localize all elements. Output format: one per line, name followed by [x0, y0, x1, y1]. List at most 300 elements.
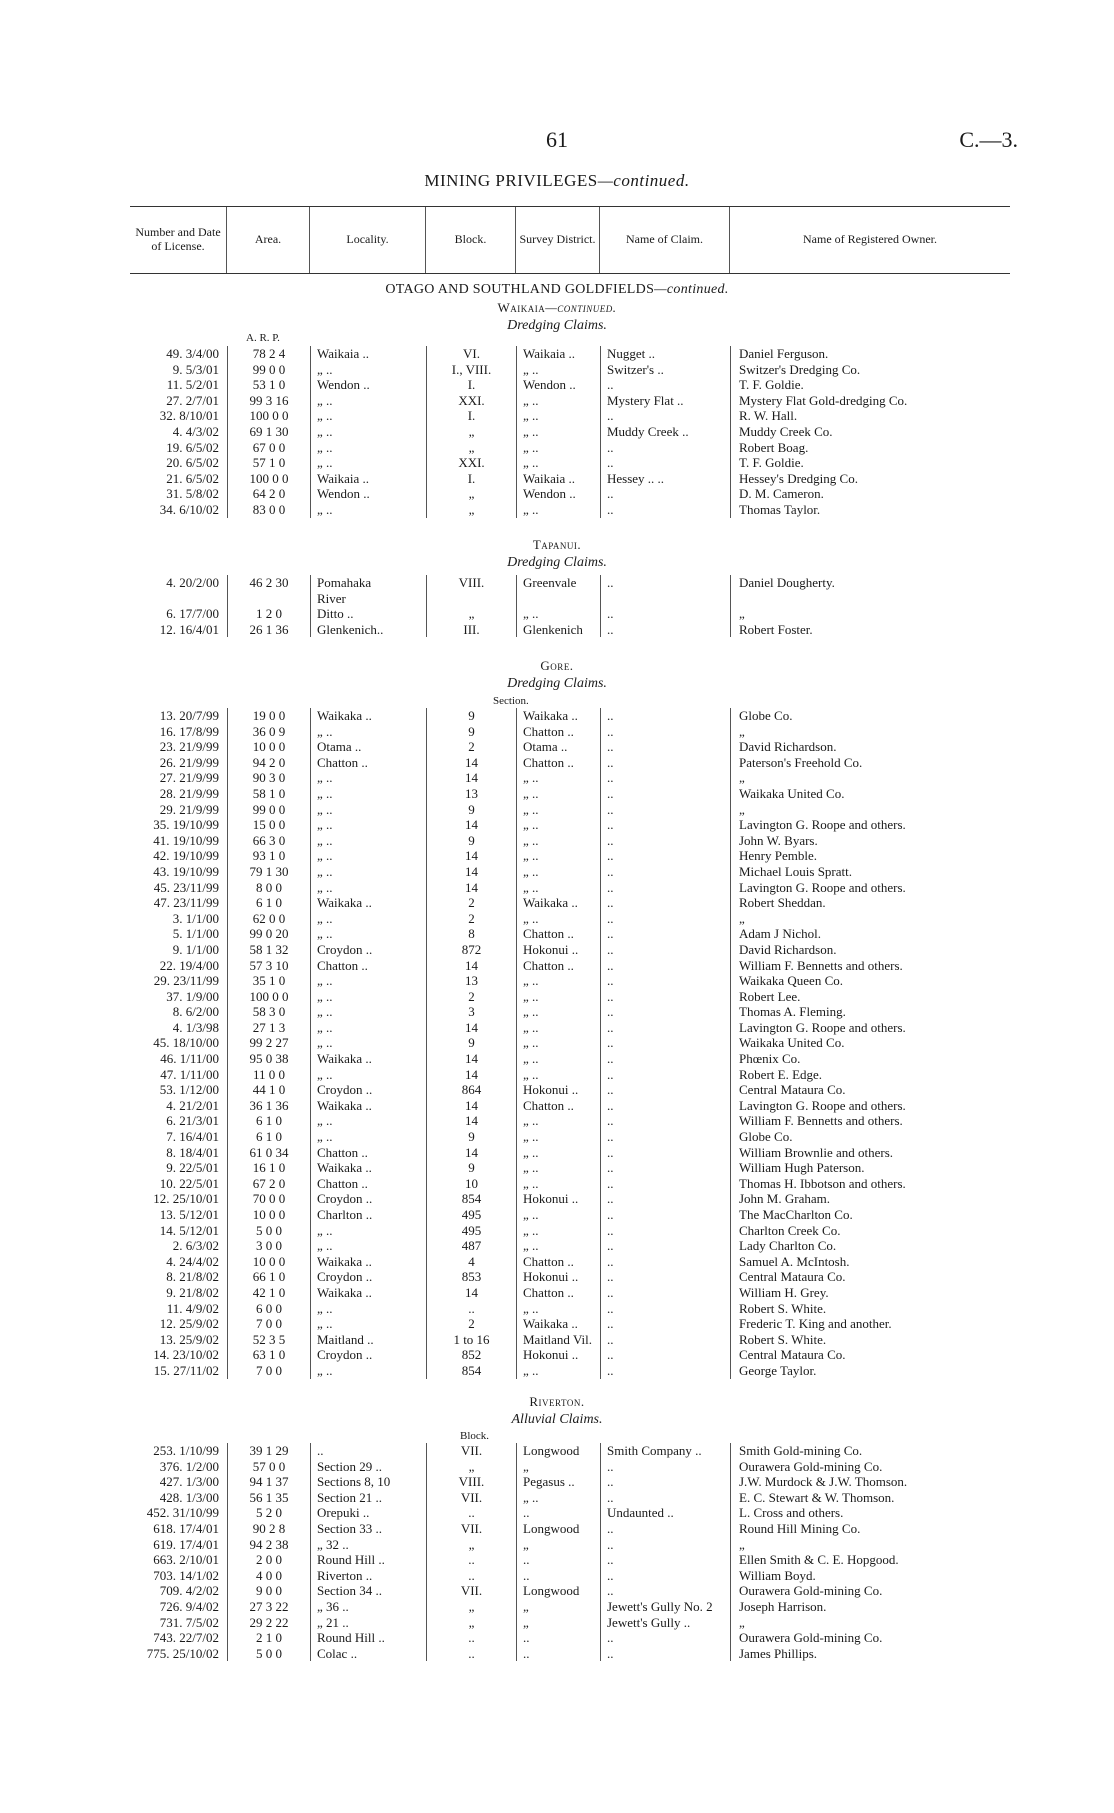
locality-cell: „ ..	[310, 393, 426, 409]
survey-district-cell: „	[516, 1537, 600, 1553]
claim-name-cell: Jewett's Gully No. 2	[600, 1599, 730, 1615]
title-continued: —continued.	[597, 171, 690, 190]
license-cell: 9. 21/8/02	[166, 1284, 219, 1300]
locality-cell: „ 21 ..	[310, 1615, 426, 1631]
claim-name-cell: ..	[600, 942, 730, 958]
locality-cell: „ ..	[310, 1238, 426, 1254]
locality-cell: Croydon ..	[310, 942, 426, 958]
block-cell: „	[426, 502, 516, 518]
locality-cell: „ ..	[310, 455, 426, 471]
license-cell: 8. 18/4/01	[166, 1144, 219, 1160]
area-cell: 100 0 0	[227, 989, 310, 1005]
license-cell: 22. 19/4/00	[159, 957, 219, 973]
block-cell: 14	[426, 1145, 516, 1161]
locality-cell: Chatton ..	[310, 1176, 426, 1192]
block-cell: VII.	[426, 1583, 516, 1599]
claim-name-cell: Jewett's Gully ..	[600, 1615, 730, 1631]
survey-district-cell: Chatton ..	[516, 724, 600, 740]
area-cell: 58 1 0	[227, 786, 310, 802]
area-cell: 94 1 37	[227, 1474, 310, 1490]
table-row	[130, 408, 1010, 424]
table-row	[130, 502, 1010, 518]
table-row	[130, 1443, 1010, 1459]
survey-district-cell: „ ..	[516, 1301, 600, 1317]
survey-district-cell: Greenvale	[516, 575, 600, 591]
locality-cell: Waikaka ..	[310, 1051, 426, 1067]
area-cell: 19 0 0	[227, 708, 310, 724]
table-row	[130, 1129, 1010, 1145]
claim-name-cell: ..	[600, 1145, 730, 1161]
license-cell: 452. 31/10/99	[146, 1505, 219, 1521]
license-cell: 20. 6/5/02	[166, 455, 219, 471]
block-cell: 854	[426, 1363, 516, 1379]
area-cell: 56 1 35	[227, 1490, 310, 1506]
goldfields-heading	[0, 282, 1114, 298]
area-cell	[227, 591, 310, 607]
table-row	[130, 1316, 1010, 1332]
locality-cell: „ ..	[310, 989, 426, 1005]
table-row	[130, 1051, 1010, 1067]
area-cell: 58 1 32	[227, 942, 310, 958]
table-row	[130, 1301, 1010, 1317]
claim-name-cell: ..	[600, 1067, 730, 1083]
claim-name-cell: Mystery Flat ..	[600, 393, 730, 409]
locality-cell: Chatton ..	[310, 958, 426, 974]
claim-name-cell: ..	[600, 926, 730, 942]
area-cell: 99 0 0	[227, 362, 310, 378]
area-cell: 52 3 5	[227, 1332, 310, 1348]
area-cell: 10 0 0	[227, 1254, 310, 1270]
owner-cell: James Phillips.	[730, 1646, 1010, 1662]
district-heading-waikaia	[0, 300, 1114, 316]
license-cell: 23. 21/9/99	[159, 739, 219, 755]
locality-cell: „ ..	[310, 424, 426, 440]
block-cell: 1 to 16	[426, 1332, 516, 1348]
goldfields-text: OTAGO AND SOUTHLAND GOLDFIELDS	[385, 282, 655, 297]
claim-name-cell: ..	[600, 848, 730, 864]
survey-district-cell: Chatton ..	[516, 755, 600, 771]
area-cell: 5 0 0	[227, 1223, 310, 1239]
survey-district-cell: Hokonui ..	[516, 942, 600, 958]
claim-name-cell: ..	[600, 708, 730, 724]
block-cell: 9	[426, 802, 516, 818]
table-row	[130, 880, 1010, 896]
survey-district-cell: „ ..	[516, 1035, 600, 1051]
locality-cell: Waikaia ..	[310, 471, 426, 487]
survey-district-cell: „ ..	[516, 848, 600, 864]
license-cell: 10. 22/5/01	[159, 1175, 219, 1191]
claim-name-cell: ..	[600, 1129, 730, 1145]
survey-district-cell: „ ..	[516, 393, 600, 409]
block-cell: 854	[426, 1191, 516, 1207]
claim-name-cell: ..	[600, 1051, 730, 1067]
survey-district-cell: „ ..	[516, 1067, 600, 1083]
owner-cell: Thomas Taylor.	[730, 502, 1010, 518]
claim-name-cell: ..	[600, 606, 730, 622]
area-cell: 63 1 0	[227, 1347, 310, 1363]
claim-name-cell	[600, 591, 730, 607]
survey-district-cell: Waikaka ..	[516, 895, 600, 911]
claim-name-cell: ..	[600, 1207, 730, 1223]
owner-cell: Thomas A. Fleming.	[730, 1004, 1010, 1020]
owner-cell: David Richardson.	[730, 739, 1010, 755]
table-body-gore	[130, 708, 1010, 1379]
area-cell: 6 0 0	[227, 1301, 310, 1317]
license-cell: 14. 23/10/02	[153, 1347, 219, 1363]
claim-name-cell: ..	[600, 817, 730, 833]
table-row	[130, 1459, 1010, 1475]
claim-name-cell: ..	[600, 1223, 730, 1239]
table-row	[130, 1004, 1010, 1020]
owner-cell: „	[730, 1615, 1010, 1631]
area-cell: 99 2 27	[227, 1035, 310, 1051]
claim-name-cell: ..	[600, 1459, 730, 1475]
page-title	[0, 171, 1114, 191]
area-cell: 39 1 29	[227, 1443, 310, 1459]
owner-cell: Frederic T. King and another.	[730, 1316, 1010, 1332]
table-row	[130, 1630, 1010, 1646]
page-number: 61	[546, 127, 568, 152]
survey-district-cell: „ ..	[516, 1051, 600, 1067]
claim-name-cell: ..	[600, 911, 730, 927]
block-cell: 14	[426, 958, 516, 974]
locality-cell: „ ..	[310, 802, 426, 818]
table-row	[130, 1113, 1010, 1129]
area-cell: 36 0 9	[227, 724, 310, 740]
locality-cell: „ ..	[310, 911, 426, 927]
license-cell: 3. 1/1/00	[172, 910, 219, 926]
claim-type-heading: Dredging Claims.	[507, 676, 607, 691]
survey-district-cell: ..	[516, 1568, 600, 1584]
claim-name-cell: ..	[600, 1191, 730, 1207]
area-cell: 6 1 0	[227, 1129, 310, 1145]
table-row	[130, 1599, 1010, 1615]
survey-district-cell: Chatton ..	[516, 1285, 600, 1301]
block-cell: ..	[426, 1568, 516, 1584]
locality-cell: Waikaka ..	[310, 1254, 426, 1270]
block-cell: 9	[426, 833, 516, 849]
license-cell: 28. 21/9/99	[159, 785, 219, 801]
block-cell: 853	[426, 1269, 516, 1285]
license-cell: 618. 17/4/01	[153, 1520, 219, 1536]
owner-cell: Lavington G. Roope and others.	[730, 880, 1010, 896]
table-row	[130, 1145, 1010, 1161]
locality-cell: Section 33 ..	[310, 1521, 426, 1537]
locality-cell: „ ..	[310, 1004, 426, 1020]
owner-cell: Adam J Nichol.	[730, 926, 1010, 942]
area-cell: 78 2 4	[227, 346, 310, 362]
locality-cell: Sections 8, 10	[310, 1474, 426, 1490]
locality-cell: „ ..	[310, 1301, 426, 1317]
survey-district-cell: ..	[516, 1505, 600, 1521]
table-row	[130, 911, 1010, 927]
claim-name-cell: ..	[600, 989, 730, 1005]
license-cell: 4. 21/2/01	[166, 1097, 219, 1113]
area-cell: 94 2 38	[227, 1537, 310, 1553]
block-cell: XXI.	[426, 455, 516, 471]
table-row	[130, 1537, 1010, 1553]
owner-cell: Robert S. White.	[730, 1332, 1010, 1348]
table-row	[130, 802, 1010, 818]
survey-district-cell: Wendon ..	[516, 377, 600, 393]
area-cell: 90 2 8	[227, 1521, 310, 1537]
claim-name-cell: ..	[600, 755, 730, 771]
area-cell: 100 0 0	[227, 408, 310, 424]
license-cell: 45. 23/11/99	[153, 879, 219, 895]
block-cell: 864	[426, 1082, 516, 1098]
claim-name-cell: ..	[600, 1254, 730, 1270]
owner-cell: Samuel A. McIntosh.	[730, 1254, 1010, 1270]
table-row	[130, 786, 1010, 802]
table-row	[130, 1568, 1010, 1584]
table-row	[130, 1160, 1010, 1176]
block-cell: 14	[426, 864, 516, 880]
claim-name-cell: ..	[600, 1630, 730, 1646]
block-cell: 14	[426, 1113, 516, 1129]
table-row	[130, 591, 1010, 607]
claim-name-cell: ..	[600, 1301, 730, 1317]
owner-cell: Waikaka United Co.	[730, 1035, 1010, 1051]
table-row	[130, 1552, 1010, 1568]
area-cell: 27 1 3	[227, 1020, 310, 1036]
block-cell: 14	[426, 817, 516, 833]
claim-name-cell: ..	[600, 1098, 730, 1114]
block-cell: 9	[426, 1035, 516, 1051]
survey-district-cell: „ ..	[516, 802, 600, 818]
survey-district-cell: ..	[516, 1646, 600, 1662]
locality-cell: Section 21 ..	[310, 1490, 426, 1506]
claim-name-cell: ..	[600, 1347, 730, 1363]
claim-name-cell: ..	[600, 786, 730, 802]
license-cell: 26. 21/9/99	[159, 754, 219, 770]
claim-name-cell: ..	[600, 408, 730, 424]
owner-cell: L. Cross and others.	[730, 1505, 1010, 1521]
block-cell: XXI.	[426, 393, 516, 409]
license-cell: 775. 25/10/02	[146, 1645, 219, 1661]
locality-cell: „ ..	[310, 1363, 426, 1379]
claim-name-cell: Muddy Creek ..	[600, 424, 730, 440]
claim-type-heading: Dredging Claims.	[507, 318, 607, 333]
block-cell: „	[426, 1615, 516, 1631]
claim-name-cell: Undaunted ..	[600, 1505, 730, 1521]
table-row	[130, 440, 1010, 456]
license-cell: 29. 21/9/99	[159, 801, 219, 817]
license-cell: 45. 18/10/00	[153, 1035, 219, 1051]
col-header-block: Block.	[426, 207, 516, 273]
license-cell: 49. 3/4/00	[166, 346, 219, 361]
block-cell: 14	[426, 1067, 516, 1083]
license-cell: 4. 4/3/02	[172, 423, 219, 439]
area-cell: 99 0 20	[227, 926, 310, 942]
table-row	[130, 1254, 1010, 1270]
table-row	[130, 926, 1010, 942]
table-row	[130, 575, 1010, 591]
owner-cell: Muddy Creek Co.	[730, 424, 1010, 440]
area-cell: 83 0 0	[227, 502, 310, 518]
block-cell: 9	[426, 724, 516, 740]
table-row	[130, 1285, 1010, 1301]
survey-district-cell: „ ..	[516, 833, 600, 849]
block-cell: 2	[426, 1316, 516, 1332]
claim-name-cell: ..	[600, 724, 730, 740]
survey-district-cell: „ ..	[516, 440, 600, 456]
table-row	[130, 393, 1010, 409]
block-cell: ..	[426, 1630, 516, 1646]
block-cell: „	[426, 1599, 516, 1615]
claim-name-cell: ..	[600, 1113, 730, 1129]
block-cell: 9	[426, 1129, 516, 1145]
survey-district-cell: „ ..	[516, 880, 600, 896]
survey-district-cell: „ ..	[516, 1223, 600, 1239]
owner-cell: Lady Charlton Co.	[730, 1238, 1010, 1254]
district-heading-gore: Gore.	[540, 658, 574, 673]
area-cell: 42 1 0	[227, 1285, 310, 1301]
claim-name-cell: ..	[600, 1238, 730, 1254]
table-row	[130, 1583, 1010, 1599]
locality-cell: „ 36 ..	[310, 1599, 426, 1615]
license-cell: 619. 17/4/01	[153, 1536, 219, 1552]
block-cell: 14	[426, 1098, 516, 1114]
locality-cell: Riverton ..	[310, 1568, 426, 1584]
survey-district-cell: „	[516, 1615, 600, 1631]
claim-name-cell: ..	[600, 958, 730, 974]
locality-cell: „ ..	[310, 973, 426, 989]
survey-district-cell: Chatton ..	[516, 1254, 600, 1270]
survey-district-cell: Longwood	[516, 1583, 600, 1599]
table-row	[130, 1505, 1010, 1521]
claim-name-cell: Switzer's ..	[600, 362, 730, 378]
block-cell: ..	[426, 1552, 516, 1568]
owner-cell: George Taylor.	[730, 1363, 1010, 1379]
area-cell: 1 2 0	[227, 606, 310, 622]
license-cell: 14. 5/12/01	[159, 1222, 219, 1238]
survey-district-cell: Chatton ..	[516, 926, 600, 942]
locality-cell: Croydon ..	[310, 1347, 426, 1363]
table-row	[130, 708, 1010, 724]
claim-name-cell: ..	[600, 1020, 730, 1036]
area-cell: 100 0 0	[227, 471, 310, 487]
col-header-license: Number and Date of License.	[130, 207, 227, 273]
claim-name-cell: Hessey .. ..	[600, 471, 730, 487]
license-cell: 743. 22/7/02	[153, 1630, 219, 1646]
locality-cell: Waikaia ..	[310, 346, 426, 362]
locality-cell: Wendon ..	[310, 377, 426, 393]
locality-cell: „ ..	[310, 817, 426, 833]
survey-district-cell: „ ..	[516, 408, 600, 424]
license-cell: 47. 23/11/99	[153, 895, 219, 911]
owner-cell: David Richardson.	[730, 942, 1010, 958]
district-heading-riverton: Riverton.	[529, 1394, 585, 1409]
owner-cell: Lavington G. Roope and others.	[730, 817, 1010, 833]
owner-cell: Ourawera Gold-mining Co.	[730, 1630, 1010, 1646]
license-cell: 8. 6/2/00	[172, 1004, 219, 1020]
block-cell: 14	[426, 755, 516, 771]
col-header-claim-name: Name of Claim.	[600, 207, 730, 273]
block-cell: I.	[426, 471, 516, 487]
area-cell: 79 1 30	[227, 864, 310, 880]
district-continued: —continued.	[545, 300, 617, 315]
owner-cell: J.W. Murdock & J.W. Thomson.	[730, 1474, 1010, 1490]
block-cell: VIII.	[426, 1474, 516, 1490]
area-cell: 35 1 0	[227, 973, 310, 989]
table-row	[130, 1474, 1010, 1490]
table-row	[130, 1191, 1010, 1207]
locality-cell: Chatton ..	[310, 755, 426, 771]
block-cell: VII.	[426, 1521, 516, 1537]
license-cell: 42. 19/10/99	[153, 848, 219, 864]
block-cell: 14	[426, 1285, 516, 1301]
locality-cell: „ ..	[310, 1223, 426, 1239]
owner-cell: Robert Boag.	[730, 440, 1010, 456]
license-cell: 47. 1/11/00	[160, 1066, 219, 1082]
block-cell: 495	[426, 1207, 516, 1223]
locality-cell: Charlton ..	[310, 1207, 426, 1223]
owner-cell: John M. Graham.	[730, 1191, 1010, 1207]
block-cell: 2	[426, 989, 516, 1005]
area-cell: 9 0 0	[227, 1583, 310, 1599]
block-cell: 9	[426, 1160, 516, 1176]
owner-cell: John W. Byars.	[730, 833, 1010, 849]
claim-name-cell: ..	[600, 1332, 730, 1348]
claim-name-cell: ..	[600, 1583, 730, 1599]
block-cell: VIII.	[426, 575, 516, 591]
owner-cell: Robert Sheddan.	[730, 895, 1010, 911]
claim-name-cell: ..	[600, 1035, 730, 1051]
area-cell: 57 3 10	[227, 958, 310, 974]
table-row	[130, 864, 1010, 880]
license-cell: 6. 21/3/01	[166, 1113, 219, 1129]
locality-cell: „ ..	[310, 1316, 426, 1332]
owner-cell: William Hugh Paterson.	[730, 1160, 1010, 1176]
area-cell: 5 0 0	[227, 1646, 310, 1662]
owner-cell: Ellen Smith & C. E. Hopgood.	[730, 1552, 1010, 1568]
survey-district-cell: „ ..	[516, 973, 600, 989]
col-header-owner: Name of Registered Owner.	[803, 232, 937, 247]
survey-district-cell: „ ..	[516, 1145, 600, 1161]
license-cell: 731. 7/5/02	[159, 1614, 219, 1630]
claim-name-cell: ..	[600, 1363, 730, 1379]
survey-district-cell: Pegasus ..	[516, 1474, 600, 1490]
block-cell: VII.	[426, 1490, 516, 1506]
locality-cell: „ ..	[310, 864, 426, 880]
survey-district-cell: „ ..	[516, 1363, 600, 1379]
license-cell: 9. 22/5/01	[166, 1160, 219, 1176]
area-cell: 94 2 0	[227, 755, 310, 771]
survey-district-cell: Hokonui ..	[516, 1269, 600, 1285]
district-heading-tapanui: Tapanui.	[532, 537, 582, 552]
claim-name-cell: ..	[600, 502, 730, 518]
survey-district-cell: „ ..	[516, 1238, 600, 1254]
license-cell	[130, 591, 227, 607]
survey-district-cell: „ ..	[516, 1113, 600, 1129]
locality-cell: Wendon ..	[310, 486, 426, 502]
claim-name-cell: ..	[600, 1537, 730, 1553]
survey-district-cell: „	[516, 1459, 600, 1475]
table-row	[130, 1082, 1010, 1098]
block-cell: 487	[426, 1238, 516, 1254]
owner-cell: Daniel Ferguson.	[730, 346, 1010, 362]
block-cell: 14	[426, 880, 516, 896]
claim-name-cell: ..	[600, 802, 730, 818]
owner-cell: Lavington G. Roope and others.	[730, 1020, 1010, 1036]
locality-cell: „ ..	[310, 848, 426, 864]
table-row	[130, 455, 1010, 471]
table-row	[130, 424, 1010, 440]
owner-cell: William Boyd.	[730, 1568, 1010, 1584]
survey-district-cell: Hokonui ..	[516, 1191, 600, 1207]
survey-district-cell: „ ..	[516, 424, 600, 440]
area-cell: 36 1 36	[227, 1098, 310, 1114]
